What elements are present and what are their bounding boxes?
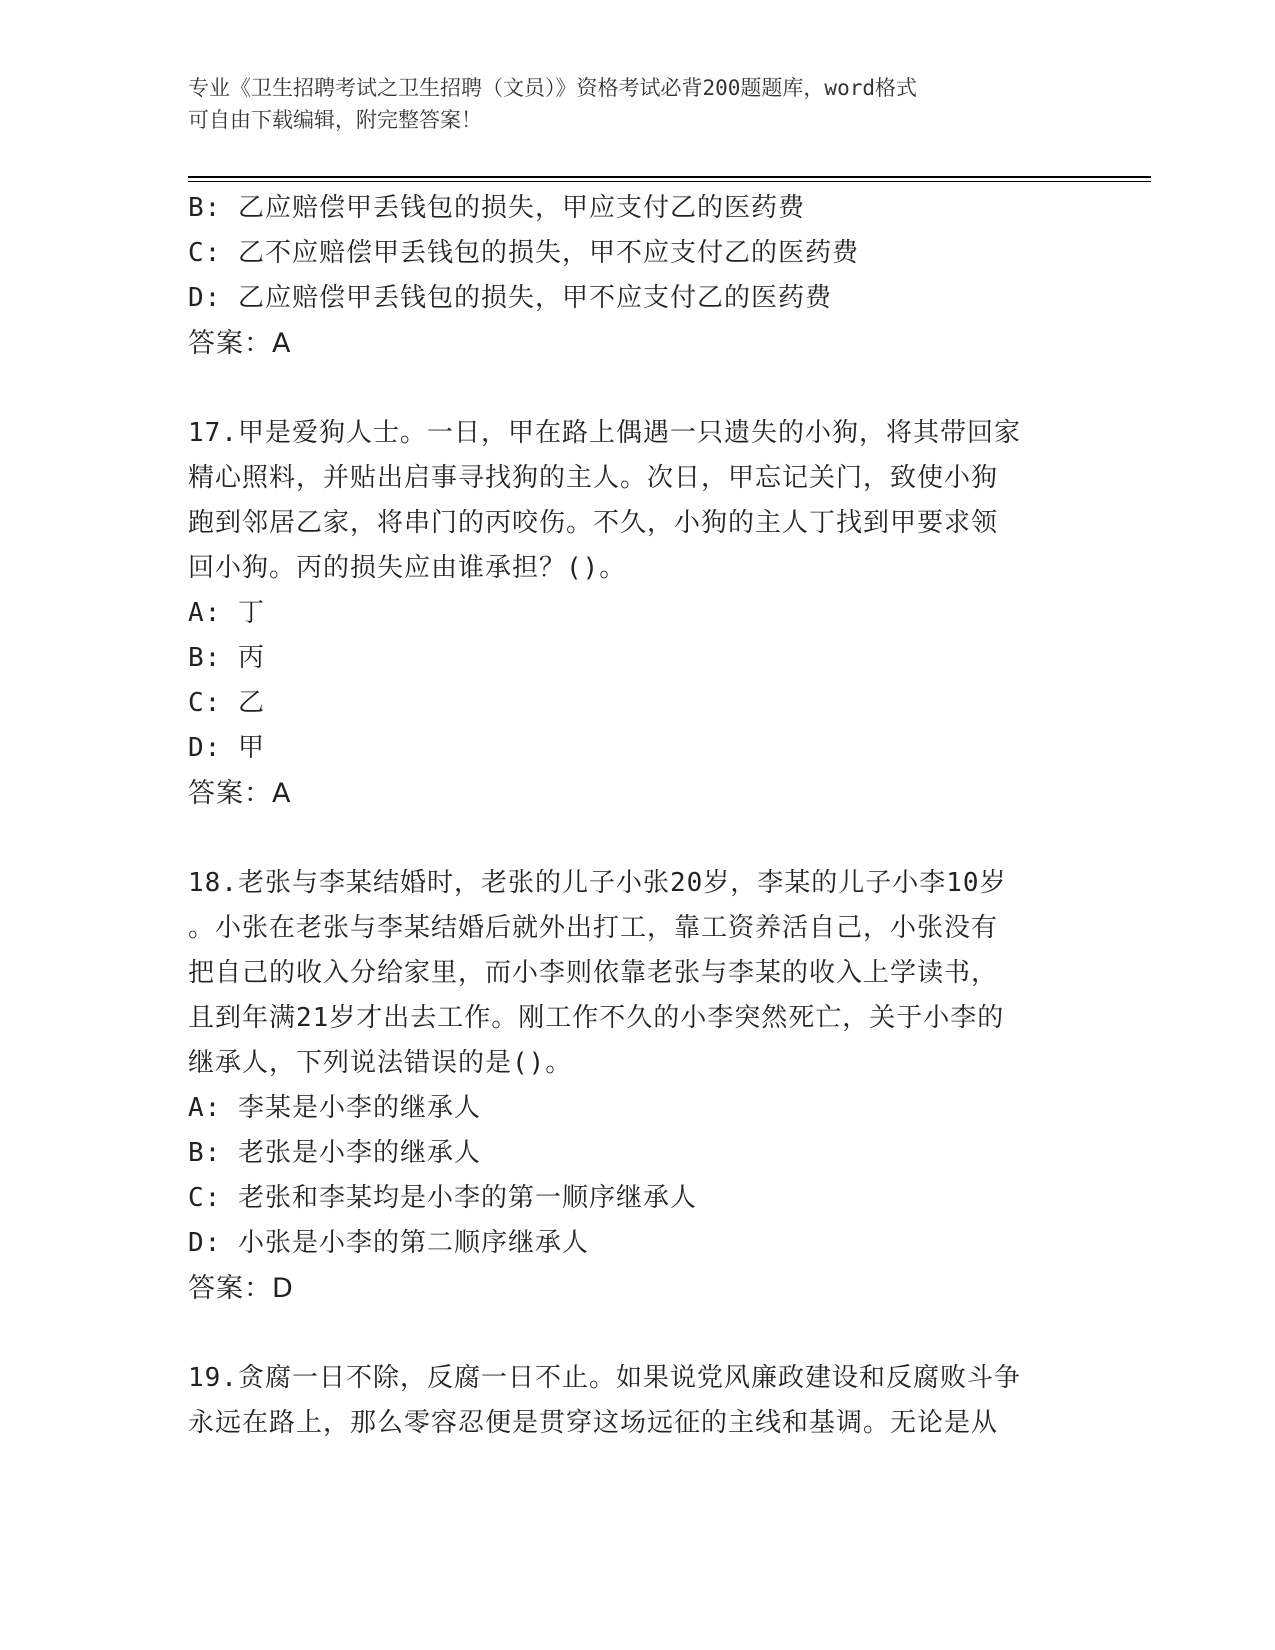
question-18-block — [188, 861, 1088, 1311]
option-b: B: 乙应赔偿甲丢钱包的损失，甲应支付乙的医药费 — [188, 193, 805, 223]
option-c: C: 乙 — [188, 688, 265, 718]
header-line-1: 专业《卫生招聘考试之卫生招聘（文员）》资格考试必背200题题库，word格式 — [188, 76, 917, 100]
question-text-line: 永远在路上，那么零容忍便是贯穿这场远征的主线和基调。无论是从 — [188, 1408, 999, 1438]
question-17-block — [188, 411, 1088, 816]
option-b: B: 老张是小李的继承人 — [188, 1138, 481, 1168]
option-d: D: 小张是小李的第二顺序继承人 — [188, 1228, 589, 1258]
spacer — [188, 1311, 1088, 1356]
option-b: B: 丙 — [188, 643, 265, 673]
document-header — [188, 72, 1088, 136]
option-a: A: 李某是小李的继承人 — [188, 1093, 481, 1123]
spacer — [188, 816, 1088, 861]
header-divider-thin — [188, 181, 1151, 182]
option-c: C: 乙不应赔偿甲丢钱包的损失，甲不应支付乙的医药费 — [188, 238, 859, 268]
question-16-block — [188, 186, 1088, 366]
question-text-line: 18.老张与李某结婚时，老张的儿子小张20岁，李某的儿子小李10岁 — [188, 868, 1007, 898]
answer-line: 答案：D — [188, 1273, 294, 1304]
option-a: A: 丁 — [188, 598, 265, 628]
option-d: D: 乙应赔偿甲丢钱包的损失，甲不应支付乙的医药费 — [188, 283, 832, 313]
question-text-line: 继承人，下列说法错误的是()。 — [188, 1048, 573, 1078]
header-line-2: 可自由下载编辑，附完整答案！ — [188, 108, 482, 132]
question-text-line: 跑到邻居乙家，将串门的丙咬伤。不久，小狗的主人丁找到甲要求领 — [188, 508, 999, 538]
document-body — [188, 186, 1088, 1446]
header-divider-thick — [188, 176, 1151, 178]
question-text-line: 回小狗。丙的损失应由谁承担？()。 — [188, 553, 627, 583]
question-text-line: 把自己的收入分给家里，而小李则依靠老张与李某的收入上学读书， — [188, 958, 999, 988]
question-text-line: 17.甲是爱狗人士。一日，甲在路上偶遇一只遗失的小狗，将其带回家 — [188, 418, 1021, 448]
spacer — [188, 366, 1088, 411]
question-19-block — [188, 1356, 1088, 1446]
question-text-line: 19.贪腐一日不除，反腐一日不止。如果说党风廉政建设和反腐败斗争 — [188, 1363, 1021, 1393]
question-text-line: 且到年满21岁才出去工作。刚工作不久的小李突然死亡，关于小李的 — [188, 1003, 1005, 1033]
answer-line: 答案：A — [188, 778, 292, 809]
option-d: D: 甲 — [188, 733, 265, 763]
question-text-line: 精心照料，并贴出启事寻找狗的主人。次日，甲忘记关门，致使小狗 — [188, 463, 999, 493]
option-c: C: 老张和李某均是小李的第一顺序继承人 — [188, 1183, 697, 1213]
answer-line: 答案：A — [188, 328, 292, 359]
question-text-line: 。小张在老张与李某结婚后就外出打工，靠工资养活自己，小张没有 — [188, 913, 999, 943]
